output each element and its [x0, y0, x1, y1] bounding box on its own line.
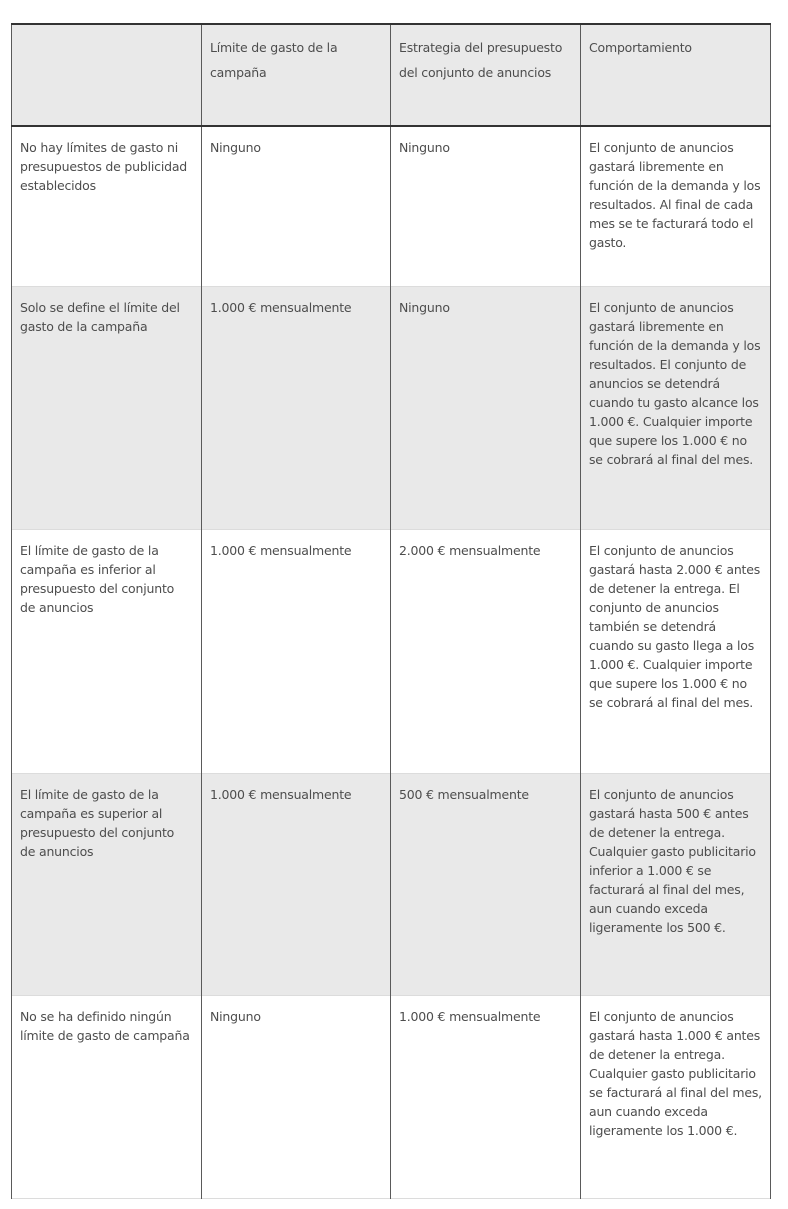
- cell-campaign-limit: 1.000 € mensualmente: [202, 529, 391, 773]
- cell-scenario: Solo se define el límite del gasto de la campaña: [12, 286, 202, 529]
- header-campaign-limit: Límite de gasto de la campaña: [202, 24, 391, 126]
- cell-behavior: El conjunto de anuncios gastará libremente en función de la demanda y los resultados. El conjunto de anuncios se detendrá cuando tu gasto alcance los 1.000 €. Cualquier importe que supere los 1.000 € no se cobrará al final del mes.: [581, 286, 771, 529]
- cell-scenario: No se ha definido ningún límite de gasto de campaña: [12, 995, 202, 1198]
- budget-behavior-table: [11, 23, 771, 1199]
- table-row: [12, 126, 771, 286]
- cell-adset-budget: Ninguno: [391, 286, 581, 529]
- cell-adset-budget: Ninguno: [391, 126, 581, 286]
- cell-adset-budget: 2.000 € mensualmente: [391, 529, 581, 773]
- cell-behavior: El conjunto de anuncios gastará hasta 500 € antes de detener la entrega. Cualquier gasto publicitario inferior a 1.000 € se facturará al final del mes, aun cuando exceda ligeramente los 500 €.: [581, 773, 771, 995]
- cell-behavior: El conjunto de anuncios gastará libremente en función de la demanda y los resultados. Al final de cada mes se te facturará todo el gasto.: [581, 126, 771, 286]
- cell-campaign-limit: Ninguno: [202, 126, 391, 286]
- table-row: [12, 995, 771, 1198]
- header-row: [12, 24, 771, 126]
- cell-campaign-limit: 1.000 € mensualmente: [202, 286, 391, 529]
- header-adset-budget: Estrategia del presupuesto del conjunto de anuncios: [391, 24, 581, 126]
- cell-behavior: El conjunto de anuncios gastará hasta 2.000 € antes de detener la entrega. El conjunto de anuncios también se detendrá cuando su gasto llega a los 1.000 €. Cualquier importe que supere los 1.000 € no se cobrará al final del mes.: [581, 529, 771, 773]
- cell-adset-budget: 500 € mensualmente: [391, 773, 581, 995]
- header-behavior: Comportamiento: [581, 24, 771, 126]
- table-header: [12, 24, 771, 126]
- table-row: [12, 529, 771, 773]
- cell-campaign-limit: Ninguno: [202, 995, 391, 1198]
- header-scenario: [12, 24, 202, 126]
- cell-adset-budget: 1.000 € mensualmente: [391, 995, 581, 1198]
- cell-scenario: El límite de gasto de la campaña es superior al presupuesto del conjunto de anuncios: [12, 773, 202, 995]
- cell-behavior: El conjunto de anuncios gastará hasta 1.000 € antes de detener la entrega. Cualquier gasto publicitario se facturará al final del mes, aun cuando exceda ligeramente los 1.000 €.: [581, 995, 771, 1198]
- cell-campaign-limit: 1.000 € mensualmente: [202, 773, 391, 995]
- table-body: [12, 126, 771, 1198]
- cell-scenario: No hay límites de gasto ni presupuestos de publicidad establecidos: [12, 126, 202, 286]
- table-row: [12, 286, 771, 529]
- cell-scenario: El límite de gasto de la campaña es inferior al presupuesto del conjunto de anuncios: [12, 529, 202, 773]
- table-row: [12, 773, 771, 995]
